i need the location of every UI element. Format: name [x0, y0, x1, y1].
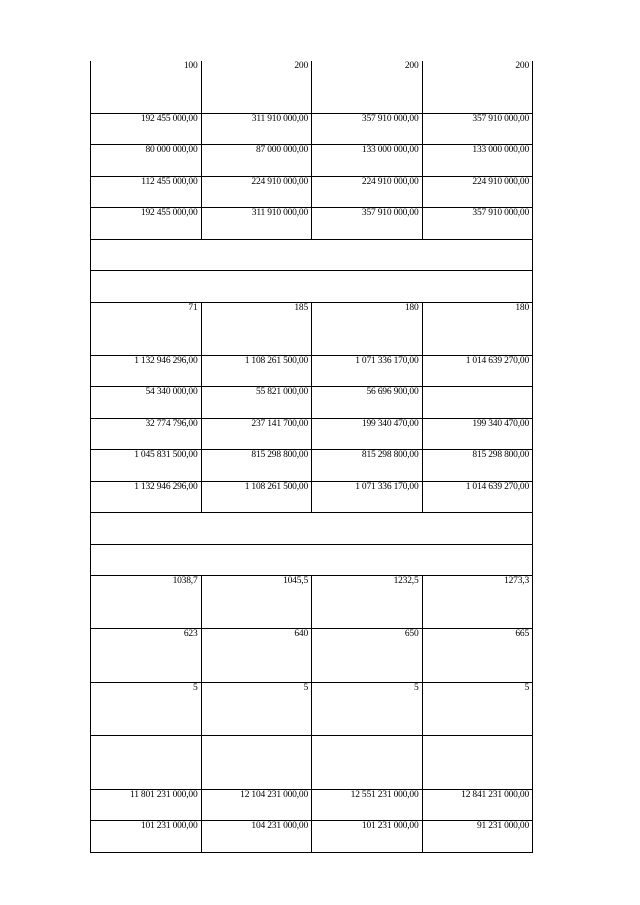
table-cell: 357 910 000,00: [312, 208, 423, 240]
table-body: [91, 61, 533, 853]
table-cell: 11 801 231 000,00: [91, 790, 202, 821]
table-row: [91, 145, 533, 177]
table-row: [91, 387, 533, 419]
table-cell: 237 141 700,00: [201, 419, 312, 450]
table-cell: 101 231 000,00: [91, 821, 202, 853]
table-cell: 1 014 639 270,00: [422, 482, 533, 513]
table-cell: 311 910 000,00: [201, 208, 312, 240]
table-cell: 192 455 000,00: [91, 208, 202, 240]
table-cell: 101 231 000,00: [312, 821, 423, 853]
table-cell: 55 821 000,00: [201, 387, 312, 419]
table-cell: 200: [312, 61, 423, 114]
table-cell: 200: [201, 61, 312, 114]
table-cell: 357 910 000,00: [422, 208, 533, 240]
table-cell-merged: [91, 545, 533, 576]
table-row: [91, 177, 533, 208]
table-row-blank: [91, 240, 533, 271]
table-cell: 5: [312, 683, 423, 736]
table-cell: 1038,7: [91, 576, 202, 629]
table-cell: 87 000 000,00: [201, 145, 312, 177]
table-cell: 1 132 946 296,00: [91, 482, 202, 513]
table-row-blank: [91, 271, 533, 303]
table-cell: 1 108 261 500,00: [201, 482, 312, 513]
table-row: [91, 303, 533, 356]
table-row: [91, 61, 533, 114]
table-cell-merged: [91, 513, 533, 545]
table-cell: 12 551 231 000,00: [312, 790, 423, 821]
table-row: [91, 114, 533, 145]
table-cell: 224 910 000,00: [201, 177, 312, 208]
table-cell: [91, 736, 202, 790]
table-cell: 192 455 000,00: [91, 114, 202, 145]
table-cell: 1 071 336 170,00: [312, 482, 423, 513]
table-cell: 665: [422, 629, 533, 683]
table-cell: 1 014 639 270,00: [422, 356, 533, 387]
table-cell: 1 045 831 500,00: [91, 450, 202, 482]
table-row-blank: [91, 545, 533, 576]
table-cell: 185: [201, 303, 312, 356]
table-cell: 199 340 470,00: [312, 419, 423, 450]
table-cell: 623: [91, 629, 202, 683]
table-row: [91, 821, 533, 853]
table-cell: [201, 736, 312, 790]
table-row: [91, 576, 533, 629]
table-cell: 54 340 000,00: [91, 387, 202, 419]
table-cell: 650: [312, 629, 423, 683]
table-cell: 12 841 231 000,00: [422, 790, 533, 821]
table-cell: 1273,3: [422, 576, 533, 629]
table-cell: 1232,5: [312, 576, 423, 629]
table-cell: 224 910 000,00: [422, 177, 533, 208]
table-row: [91, 208, 533, 240]
table-cell: 1045,5: [201, 576, 312, 629]
table-cell: 357 910 000,00: [422, 114, 533, 145]
table-cell: 133 000 000,00: [422, 145, 533, 177]
table-cell: 200: [422, 61, 533, 114]
table-cell: 1 071 336 170,00: [312, 356, 423, 387]
table-cell: [312, 736, 423, 790]
table-row: [91, 629, 533, 683]
table-cell: 12 104 231 000,00: [201, 790, 312, 821]
table-cell: 133 000 000,00: [312, 145, 423, 177]
table-cell: 112 455 000,00: [91, 177, 202, 208]
table-cell: 91 231 000,00: [422, 821, 533, 853]
table-cell-merged: [91, 240, 533, 271]
table-cell: 80 000 000,00: [91, 145, 202, 177]
table-cell: 5: [201, 683, 312, 736]
table-row: [91, 736, 533, 790]
table-cell: 640: [201, 629, 312, 683]
table-cell: 311 910 000,00: [201, 114, 312, 145]
table-cell: 1 132 946 296,00: [91, 356, 202, 387]
table-cell: 56 696 900,00: [312, 387, 423, 419]
table-cell: 1 108 261 500,00: [201, 356, 312, 387]
table-cell: 180: [312, 303, 423, 356]
table-cell: 5: [91, 683, 202, 736]
table-cell: [422, 736, 533, 790]
table-cell: 815 298 800,00: [312, 450, 423, 482]
table-row-blank: [91, 513, 533, 545]
table-cell: 224 910 000,00: [312, 177, 423, 208]
table-cell: 71: [91, 303, 202, 356]
table-cell-merged: [91, 271, 533, 303]
table-cell: 815 298 800,00: [422, 450, 533, 482]
table-row: [91, 482, 533, 513]
table-cell: 180: [422, 303, 533, 356]
table-cell: 104 231 000,00: [201, 821, 312, 853]
table-row: [91, 450, 533, 482]
table-cell: 357 910 000,00: [312, 114, 423, 145]
table-row: [91, 419, 533, 450]
table-row: [91, 356, 533, 387]
table-row: [91, 683, 533, 736]
table-cell: 5: [422, 683, 533, 736]
table-cell: 815 298 800,00: [201, 450, 312, 482]
data-table: [90, 61, 533, 853]
table-row: [91, 790, 533, 821]
table-cell: [422, 387, 533, 419]
table-cell: 100: [91, 61, 202, 114]
table-cell: 199 340 470,00: [422, 419, 533, 450]
table-cell: 32 774 796,00: [91, 419, 202, 450]
